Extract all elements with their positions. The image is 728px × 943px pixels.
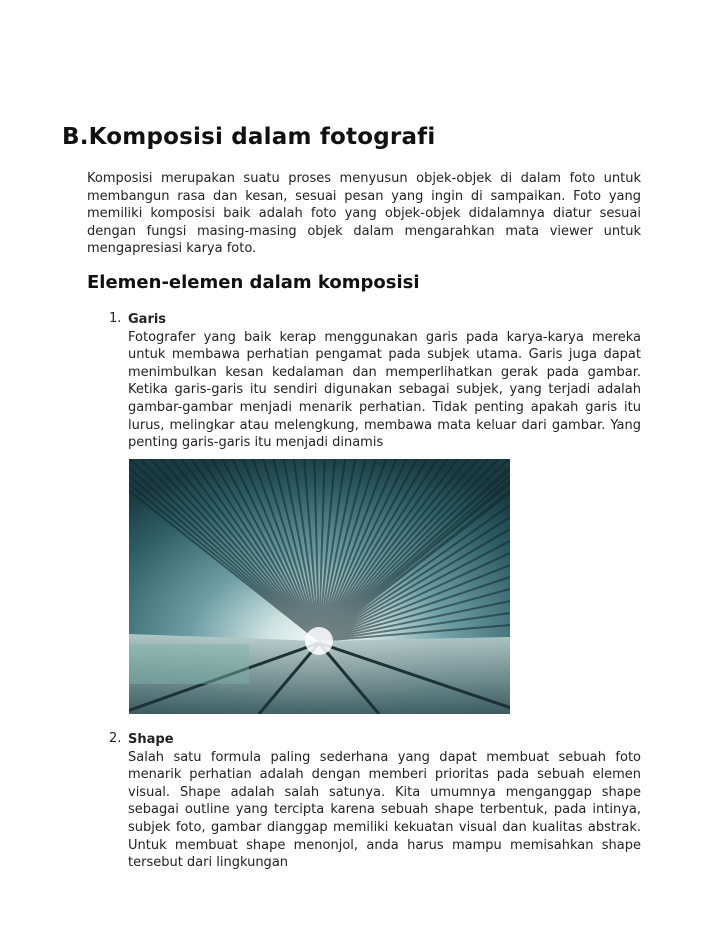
list-item-title: Garis: [128, 312, 167, 327]
section-title: B.Komposisi dalam fotografi: [62, 124, 436, 150]
list-item-text: Fotografer yang baik kerap menggunakan garis pada karya-karya mereka untuk membawa perhatian pengamat pada subjek utama. Garis juga dapat menimbulkan kesan kedalaman dan memperlihatkan gerak pada gambar. Ketika garis-garis itu sendiri digunakan sebagai subjek, yang terjadi adalah gambar-gambar menjadi menarik perhatian. Tidak penting apakah garis itu lurus, melingkar atau melengkung, membawa mata keluar dari gambar. Yang penting garis-garis itu menjadi dinamis: [128, 329, 641, 451]
tunnel-photo-graphic: [129, 459, 510, 714]
intro-paragraph: Komposisi merupakan suatu proses menyusun objek-objek di dalam foto untuk membangun rasa dan kesan, sesuai pesan yang ingin di sampaikan. Foto yang memiliki komposisi baik adalah foto yang objek-objek didalamnya diatur sesuai dengan fungsi masing-masing objek dalam mengarahkan mata viewer untuk mengapresiasi karya foto.: [87, 171, 641, 257]
list-item-garis: [109, 311, 641, 452]
list-item-shape: [109, 731, 641, 872]
list-item-text: Salah satu formula paling sederhana yang dapat membuat sebuah foto menarik perhatian adalah dengan memberi prioritas pada sebuah elemen visual. Shape adalah salah satunya. Kita umumnya menganggap shape sebagai outline yang tercipta karena sebuah shape terbentuk, pada intinya, subjek foto, gambar dianggap memiliki kekuatan visual dan kualitas abstrak. Untuk membuat shape menonjol, anda harus mampu memisahkan shape tersebut dari lingkungan: [128, 749, 641, 871]
tunnel-photo: [129, 459, 510, 714]
sub-heading: Elemen-elemen dalam komposisi: [87, 272, 420, 293]
list-item-number: 1.: [109, 311, 122, 326]
list-item-number: 2.: [109, 731, 122, 746]
list-item-title: Shape: [128, 732, 174, 747]
